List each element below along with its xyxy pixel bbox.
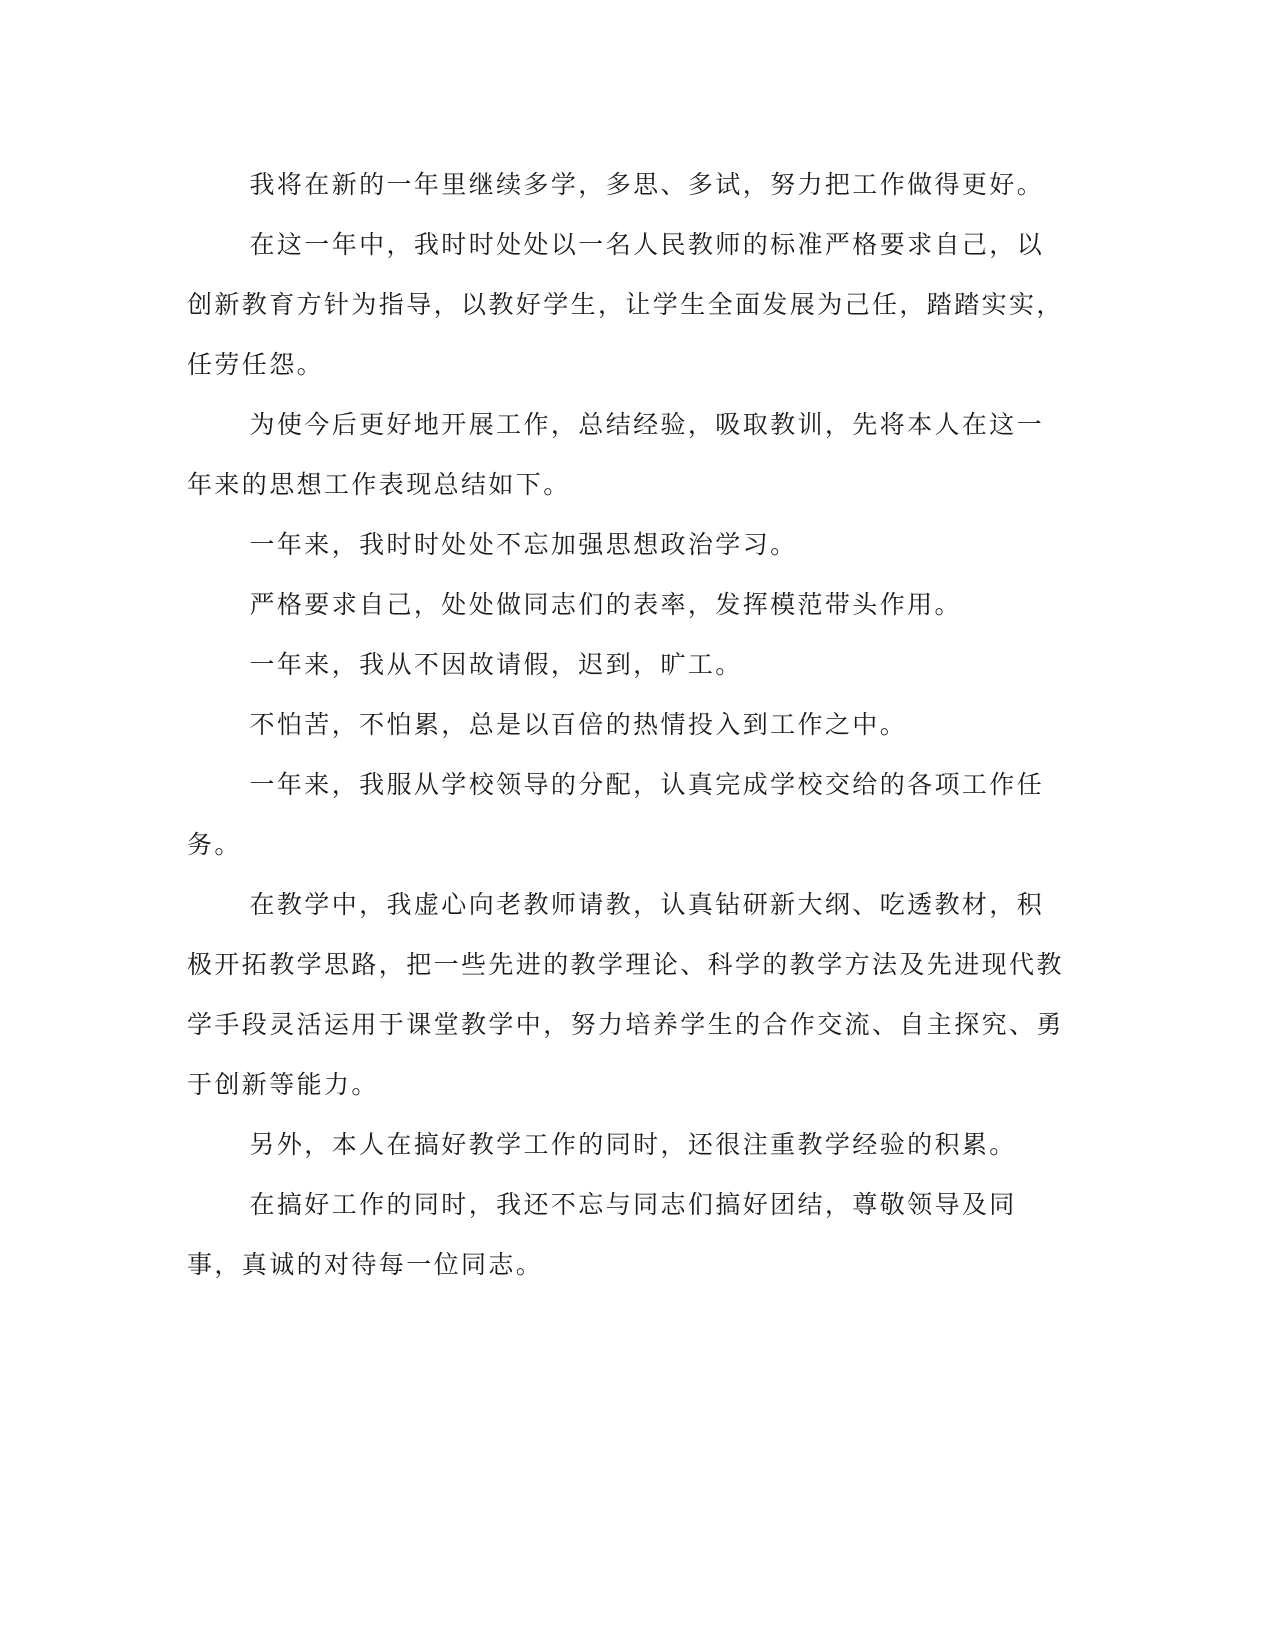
paragraph: 严格要求自己，处处做同志们的表率，发挥模范带头作用。: [249, 590, 962, 619]
paragraph: 一年来，我时时处处不忘加强思想政治学习。: [249, 530, 798, 559]
paragraph: 为使今后更好地开展工作，总结经验，吸取教训，先将本人在这一年来的思想工作表现总结如下。: [187, 410, 1045, 499]
paragraph: 在教学中，我虚心向老教师请教，认真钻研新大纲、吃透教材，积极开拓教学思路，把一些先进的教学理论、科学的教学方法及先进现代教学手段灵活运用于课堂教学中，努力培养学生的合作交流、自主探究、勇于创新等能力。: [187, 890, 1064, 1099]
paragraph: 一年来，我从不因故请假，迟到，旷工。: [249, 650, 743, 679]
paragraph: 不怕苦，不怕累，总是以百倍的热情投入到工作之中。: [249, 710, 908, 739]
paragraph: 一年来，我服从学校领导的分配，认真完成学校交给的各项工作任务。: [187, 770, 1045, 859]
paragraph: 我将在新的一年里继续多学，多思、多试，努力把工作做得更好。: [249, 170, 1045, 199]
document-body: [187, 155, 1067, 1295]
paragraph: 另外，本人在搞好教学工作的同时，还很注重教学经验的积累。: [249, 1130, 1017, 1159]
paragraph: 在这一年中，我时时处处以一名人民教师的标准严格要求自己，以创新教育方针为指导，以教好学生，让学生全面发展为己任，踏踏实实，任劳任怨。: [187, 230, 1064, 379]
paragraph: 在搞好工作的同时，我还不忘与同志们搞好团结，尊敬领导及同事，真诚的对待每一位同志。: [187, 1190, 1017, 1279]
